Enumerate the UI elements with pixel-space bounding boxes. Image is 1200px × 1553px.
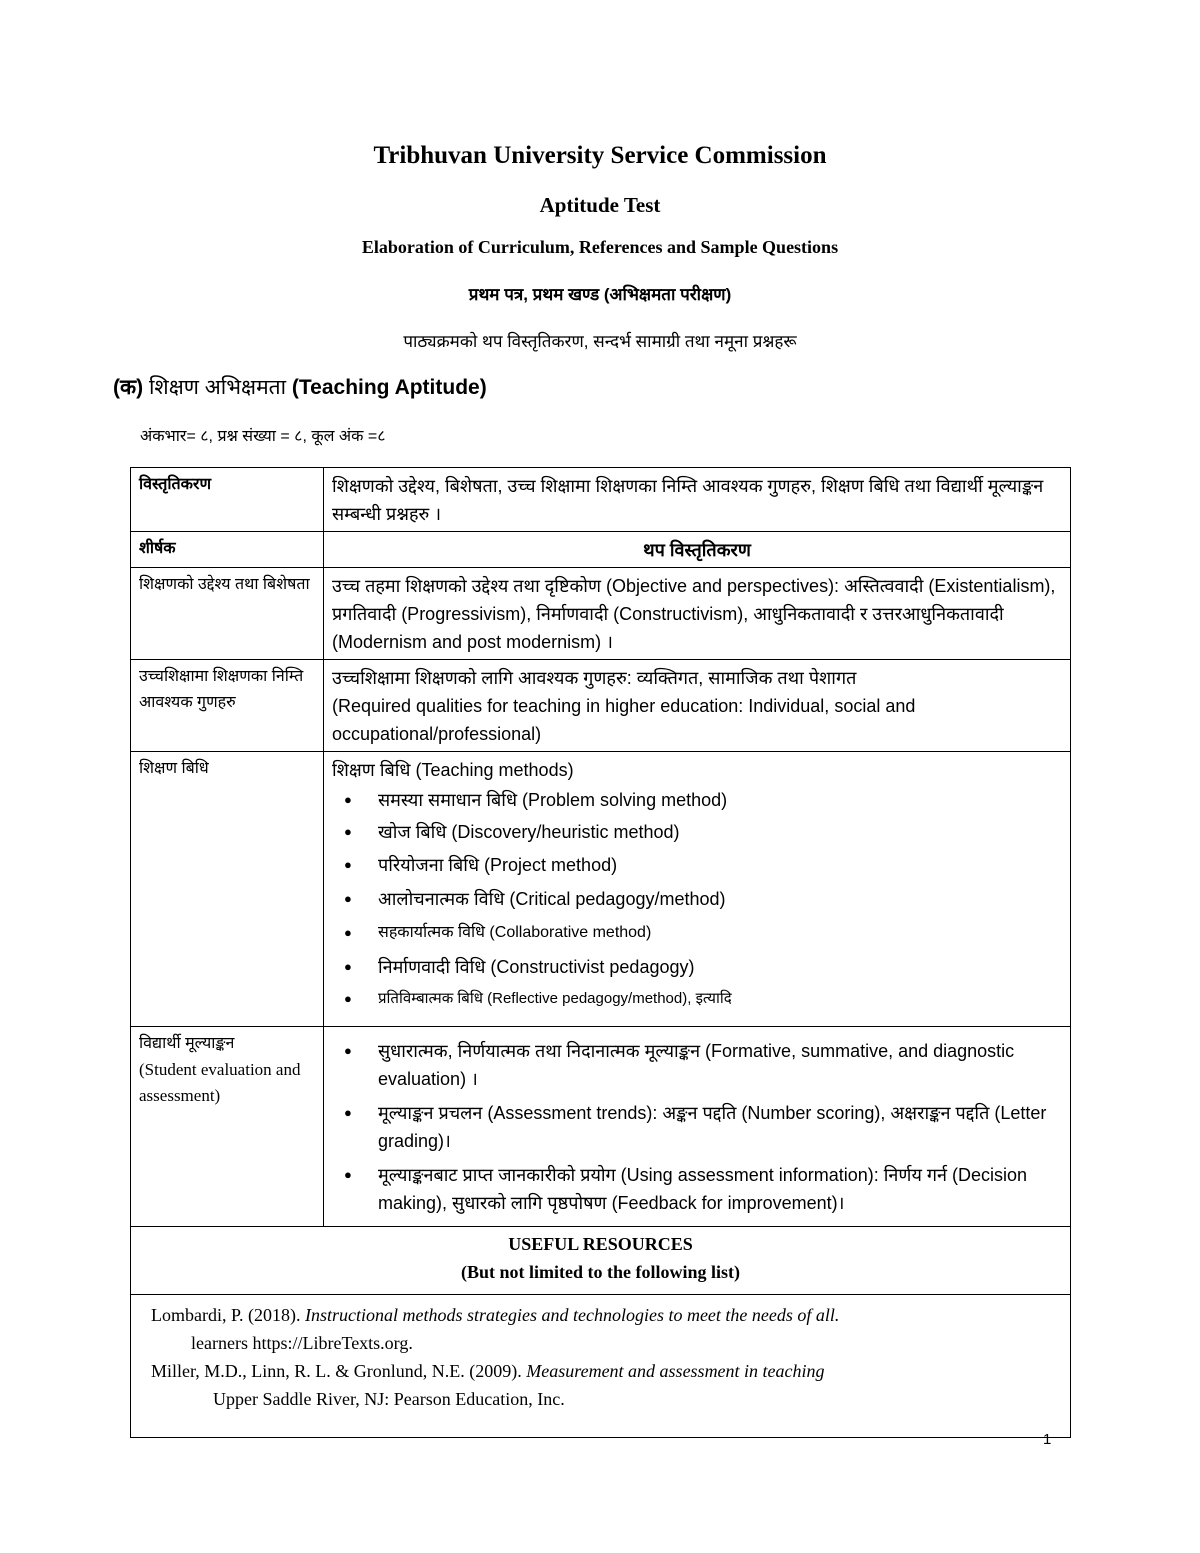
references-row <box>131 1295 1071 1438</box>
row-detail-evaluation <box>324 1027 1071 1227</box>
resources-header-row <box>131 1227 1071 1295</box>
marks-line: अंकभार= ८, प्रश्न संख्या = ८, कूल अंक =८ <box>140 428 386 445</box>
row-detail-qualities <box>324 660 1071 752</box>
table-row <box>131 660 1071 752</box>
document-subtitle: Aptitude Test <box>539 193 661 217</box>
row-title-methods: शिक्षण बिधि <box>131 752 324 1027</box>
row-title-qualities: उच्चशिक्षामा शिक्षणका निम्ति आवश्यक गुणहरु <box>131 660 324 752</box>
section-title-np: शिक्षण अभिक्षमता <box>148 376 287 399</box>
table-header-row <box>131 532 1071 568</box>
row-detail-objectives: उच्च तहमा शिक्षणको उद्देश्य तथा दृष्टिकोण (Objective and perspectives): अस्तित्ववादी (Existentialism), प्रगतिवादी (Progressivism), निर्माणवादी (Constructivism), आधुनिकतावादी र उत्तरआधुनिकतावादी (Modernism and post modernism) । <box>324 568 1071 660</box>
section-heading <box>113 373 487 401</box>
list-item: ● समस्या समाधान बिधि (Problem solving method) <box>378 784 1062 816</box>
evaluation-list <box>332 1037 1062 1217</box>
reference-item <box>151 1301 1060 1329</box>
reference-continuation: Upper Saddle River, NJ: Pearson Education, Inc. <box>213 1389 565 1409</box>
table-row <box>131 468 1071 532</box>
curriculum-table <box>130 467 1071 1438</box>
reference-title: Instructional methods strategies and technologies to meet the needs of all. <box>304 1305 840 1325</box>
section-title-en: (Teaching Aptitude) <box>291 376 487 399</box>
reference-item <box>151 1357 1060 1385</box>
qualities-np: उच्चशिक्षामा शिक्षणको लागि आवश्यक गुणहरु: व्यक्तिगत, सामाजिक तथा पेशागत <box>332 668 857 688</box>
list-item: ● परियोजना बिधि (Project method) <box>378 848 1062 882</box>
elaboration-label: विस्तृतिकरण <box>131 468 324 532</box>
list-item: ● सुधारात्मक, निर्णयात्मक तथा निदानात्मक मूल्याङ्कन (Formative, summative, and diagnostic evaluation) । <box>378 1037 1062 1093</box>
table-row <box>131 752 1071 1027</box>
column-header-title: शीर्षक <box>131 532 324 568</box>
reference-continuation: learners https://LibreTexts.org. <box>191 1333 413 1353</box>
resources-subtitle: (But not limited to the following list) <box>461 1262 740 1282</box>
methods-intro: शिक्षण बिधि (Teaching methods) <box>332 760 574 780</box>
list-item: ● प्रतिविम्बात्मक बिधि (Reflective pedagogy/method), इत्यादि <box>378 984 1062 1014</box>
resources-header <box>131 1227 1071 1295</box>
qualities-en: (Required qualities for teaching in higher education: Individual, social and occupational/professional) <box>332 696 916 744</box>
resources-title: USEFUL RESOURCES <box>508 1234 693 1254</box>
reference-lead: Miller, M.D., Linn, R. L. & Gronlund, N.E. (2009). <box>151 1361 527 1381</box>
list-item: ● मूल्याङ्कनबाट प्राप्त जानकारीको प्रयोग (Using assessment information): निर्णय गर्न (Decision making), सुधारको लागि पृष्ठपोषण (Feedback for improvement)। <box>378 1161 1062 1217</box>
elaboration-text: शिक्षणको उद्देश्य, बिशेषता, उच्च शिक्षामा शिक्षणका निम्ति आवश्यक गुणहरु, शिक्षण बिधि तथा विद्यार्थी मूल्याङ्कन सम्बन्धी प्रश्नहरु । <box>324 468 1071 532</box>
list-item: ● मूल्याङ्कन प्रचलन (Assessment trends): अङ्कन पद्दति (Number scoring), अक्षराङ्कन पद्दति (Letter grading)। <box>378 1099 1062 1155</box>
page-number: 1 <box>1043 1431 1052 1448</box>
reference-lead: Lombardi, P. (2018). <box>151 1305 305 1325</box>
reference-title: Measurement and assessment in teaching <box>526 1361 825 1381</box>
row-detail-methods <box>324 752 1071 1027</box>
section-label: (क) <box>113 376 144 399</box>
table-row <box>131 568 1071 660</box>
list-item: ● निर्माणवादी विधि (Constructivist pedagogy) <box>378 950 1062 984</box>
elaboration-heading: Elaboration of Curriculum, References and Sample Questions <box>361 237 839 257</box>
document-title: Tribhuvan University Service Commission <box>373 142 827 169</box>
row-title-evaluation <box>131 1027 324 1227</box>
row-title-objectives: शिक्षणको उद्देश्य तथा बिशेषता <box>131 568 324 660</box>
column-header-detail: थप विस्तृतिकरण <box>324 532 1071 568</box>
methods-list <box>332 784 1062 1014</box>
list-item: ● सहकार्यात्मक विधि (Collaborative method) <box>378 916 1062 950</box>
nepali-part-heading: प्रथम पत्र, प्रथम खण्ड (अभिक्षमता परीक्षण) <box>468 285 732 304</box>
evaluation-title-np: विद्यार्थी मूल्याङ्कन <box>139 1035 235 1052</box>
references-list <box>131 1295 1071 1438</box>
nepali-elaboration-heading: पाठ्यक्रमको थप विस्तृतिकरण, सन्दर्भ सामाग्री तथा नमूना प्रश्नहरू <box>403 332 797 351</box>
list-item: ● खोज बिधि (Discovery/heuristic method) <box>378 816 1062 848</box>
evaluation-title-en: (Student evaluation and assessment) <box>139 1060 301 1105</box>
table-row <box>131 1027 1071 1227</box>
list-item: ● आलोचनात्मक विधि (Critical pedagogy/method) <box>378 882 1062 916</box>
